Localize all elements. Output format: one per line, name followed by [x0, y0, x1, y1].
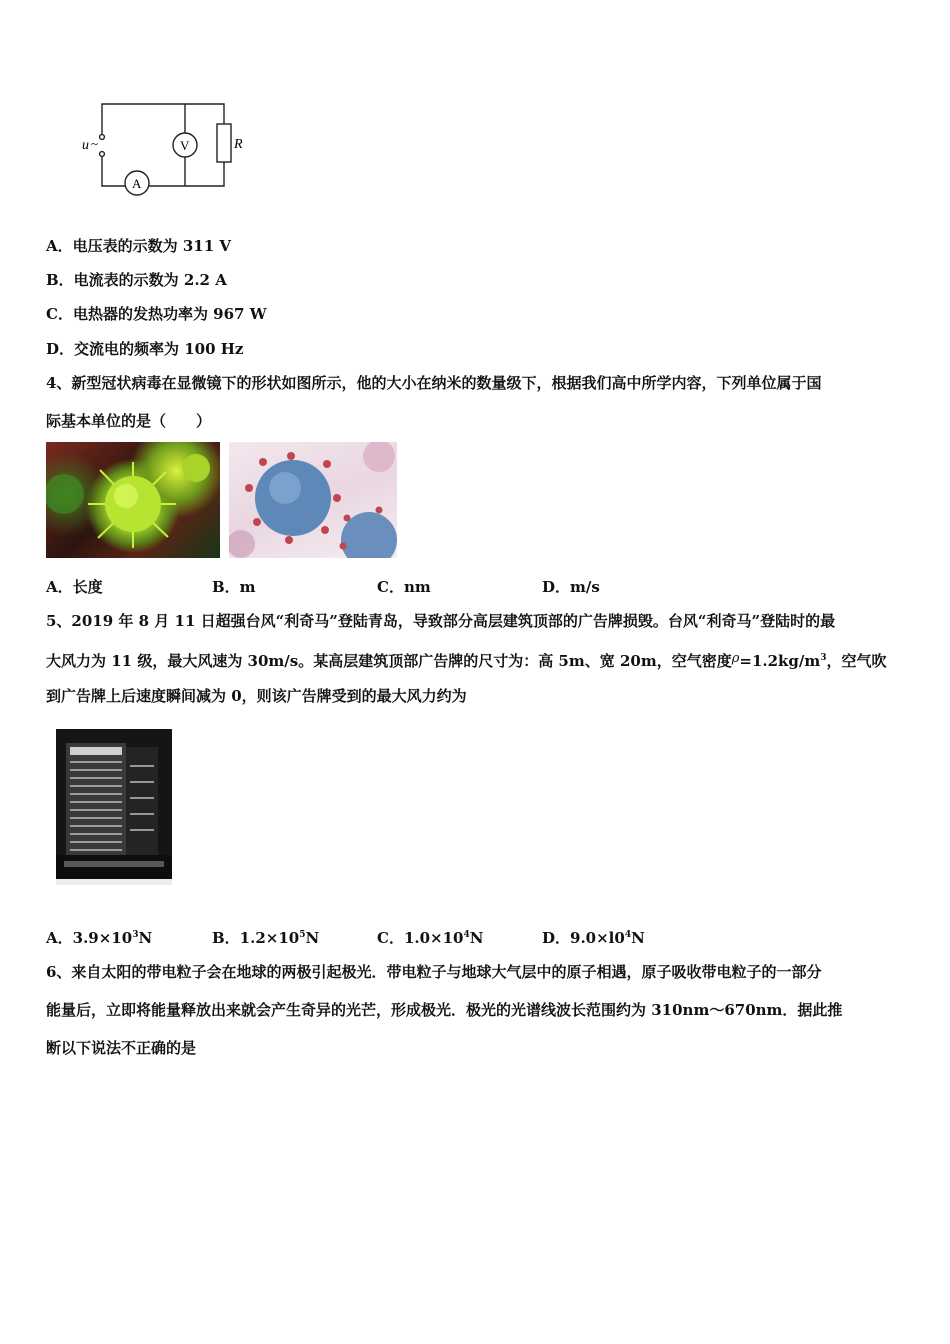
q3-option-b: B．电流表的示数为 2.2 A [46, 271, 227, 289]
q5-option-d-unit: N [631, 929, 645, 947]
q6-stem-line2: 能量后，立即将能量释放出来就会产生奇异的光芒，形成极光．极光的光谱线波长范围约为 310nm～670nm．据此推 [46, 1001, 843, 1019]
q5-option-d [542, 928, 645, 948]
q5-option-a-exponent: 3 [132, 930, 139, 940]
voltmeter-label: V [180, 138, 190, 153]
resistor-label: R [234, 137, 243, 152]
q4-stem-line2: 际基本单位的是（ ） [46, 412, 212, 430]
q4-option-b: B．m [212, 578, 256, 596]
source-label: u [82, 138, 89, 153]
q5-option-b-base: B．1.2×10 [212, 929, 300, 947]
q3-option-d: D．交流电的频率为 100 Hz [46, 340, 244, 358]
q5-option-d-base: D．9.0×l0 [542, 929, 625, 947]
q4-option-d: D．m/s [542, 578, 600, 596]
q5-option-a [46, 928, 152, 948]
q5-density-value: =1.2kg/m [739, 652, 821, 670]
q4-option-c: C．nm [377, 578, 431, 596]
q3-option-a: A．电压表的示数为 311 V [46, 237, 232, 255]
q5-line2-tail: ，空气吹 [826, 652, 887, 670]
q5-density-exponent: 3 [820, 653, 827, 663]
q5-option-c [377, 928, 483, 948]
virus-image-green [46, 442, 220, 558]
q5-line2-text: 大风力为 11 级，最大风速为 30m/s。某高层建筑顶部广告牌的尺寸为：高 5m、宽 20m，空气密度 [46, 652, 732, 670]
circuit-diagram [76, 98, 252, 196]
q5-option-c-exponent: 4 [463, 930, 470, 940]
q5-option-c-base: C．1.0×10 [377, 929, 464, 947]
q5-option-b [212, 928, 319, 948]
ac-symbol: ~ [91, 136, 99, 151]
q5-option-b-unit: N [305, 929, 320, 947]
rho-symbol: ρ [731, 651, 740, 666]
virus-image-blue [229, 442, 397, 558]
q4-option-a: A．长度 [46, 578, 103, 596]
q5-option-b-exponent: 5 [299, 930, 306, 940]
q5-stem-line2 [46, 649, 887, 671]
q5-option-a-base: A．3.9×10 [46, 929, 133, 947]
q5-option-d-exponent: 4 [624, 930, 632, 940]
q6-stem-line1: 6、来自太阳的带电粒子会在地球的两极引起极光．带电粒子与地球大气层中的原子相遇，原子吸收带电粒子的一部分 [46, 963, 822, 981]
q5-option-c-unit: N [469, 929, 484, 947]
q5-stem-line1: 5、2019 年 8 月 11 日超强台风“利奇马”登陆青岛，导致部分高层建筑顶部的广告牌损毁。台风“利奇马”登陆时的最 [46, 612, 836, 630]
q5-option-a-unit: N [138, 929, 153, 947]
q5-stem-line3: 到广告牌上后速度瞬间减为 0，则该广告牌受到的最大风力约为 [46, 687, 467, 705]
q6-stem-line3: 断以下说法不正确的是 [46, 1039, 197, 1057]
building-photo [56, 729, 172, 885]
ammeter-label: A [132, 176, 142, 191]
q4-stem-line1: 4、新型冠状病毒在显微镜下的形状如图所示，他的大小在纳米的数量级下，根据我们高中所学内容，下列单位属于国 [46, 374, 822, 392]
q3-option-c: C．电热器的发热功率为 967 W [46, 305, 267, 323]
